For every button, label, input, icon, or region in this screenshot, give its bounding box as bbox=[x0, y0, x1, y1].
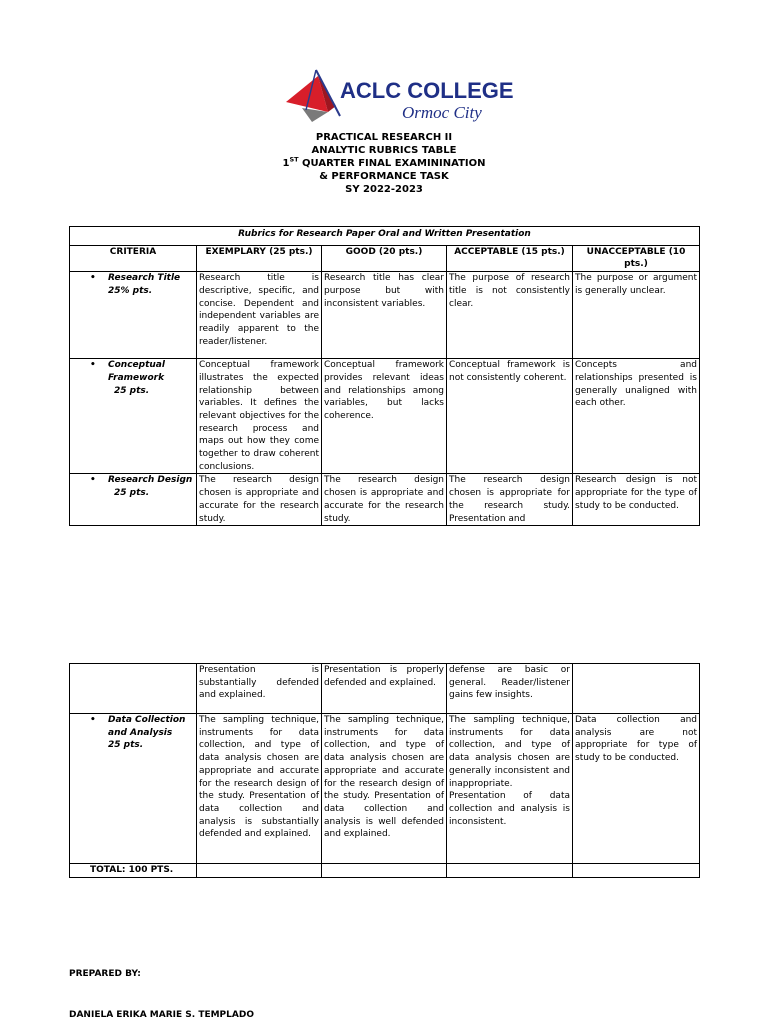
bullet-icon: • bbox=[90, 715, 96, 725]
table-caption: Rubrics for Research Paper Oral and Written Presentation bbox=[70, 227, 700, 246]
table-row bbox=[70, 714, 700, 864]
header-exemplary: EXEMPLARY (25 pts.) bbox=[197, 245, 322, 271]
unacceptable-cell: Research design is not appropriate for the type of study to be conducted. bbox=[573, 474, 700, 526]
unacceptable-cell: The purpose or argument is generally unclear. bbox=[573, 272, 700, 359]
header-unacceptable: UNACCEPTABLE (10 pts.) bbox=[573, 245, 700, 271]
unacceptable-cell: Data collection and analysis are not appropriate for type of study to be conducted. bbox=[573, 714, 700, 864]
heading-quarter-number: 1 bbox=[282, 158, 290, 169]
heading-line-2: ANALYTIC RUBRICS TABLE bbox=[311, 145, 457, 156]
unacceptable-cell: Concepts and relationships presented is generally unaligned with each other. bbox=[573, 359, 700, 474]
criteria-cell bbox=[70, 359, 197, 474]
criteria-cell bbox=[70, 714, 197, 864]
prepared-by-label: PREPARED BY: bbox=[69, 969, 141, 979]
total-unacceptable-cell bbox=[573, 864, 700, 878]
header-acceptable: ACCEPTABLE (15 pts.) bbox=[447, 245, 573, 271]
exemplary-cell: Presentation is substantially defended and explained. bbox=[197, 664, 322, 714]
criteria-cell bbox=[70, 272, 197, 359]
heading-line-4: & PERFORMANCE TASK bbox=[319, 171, 449, 182]
table-row bbox=[70, 272, 700, 359]
criteria-cell bbox=[70, 664, 197, 714]
heading-quarter-text: QUARTER FINAL EXAMININATION bbox=[298, 158, 486, 169]
header-good: GOOD (20 pts.) bbox=[322, 245, 447, 271]
exemplary-cell: Conceptual framework illustrates the expected relationship between variables. It defines the relevant objectives for the research process and maps out how they come together to draw coherent conclusions. bbox=[197, 359, 322, 474]
criteria-label: Research Design bbox=[108, 475, 193, 486]
table-row bbox=[70, 664, 700, 714]
heading-line-5: SY 2022-2023 bbox=[345, 184, 423, 195]
criteria-label: Data Collection and Analysis bbox=[108, 715, 186, 738]
criteria-cell bbox=[70, 474, 197, 526]
bullet-icon: • bbox=[90, 273, 96, 284]
header-criteria: CRITERIA bbox=[70, 245, 197, 271]
signer-name: DANIELA ERIKA MARIE S. TEMPLADO bbox=[69, 1010, 254, 1020]
good-cell: The research design chosen is appropriate and accurate for the research study. bbox=[322, 474, 447, 526]
college-logo bbox=[282, 66, 514, 136]
bullet-icon: • bbox=[90, 360, 96, 371]
rubric-table-continued bbox=[69, 663, 700, 878]
criteria-label: Conceptual Framework bbox=[108, 360, 165, 383]
college-logo-mark bbox=[282, 66, 514, 136]
heading-line-1: PRACTICAL RESEARCH II bbox=[315, 132, 453, 143]
criteria-points: 25 pts. bbox=[108, 740, 144, 751]
acceptable-cell: Conceptual framework is not consistently coherent. bbox=[447, 359, 573, 474]
good-cell: Conceptual framework provides relevant ideas and relationships among variables, but lacks coherence. bbox=[322, 359, 447, 474]
total-label: TOTAL: 100 PTS. bbox=[70, 864, 197, 878]
good-cell: The sampling technique, instruments for data collection, and type of data analysis chosen are appropriate and accurate for the research design of the study. Presentation of data collection and analysis is well defended and explained. bbox=[322, 714, 447, 864]
unacceptable-cell bbox=[573, 664, 700, 714]
acceptable-cell: The purpose of research title is not consistently clear. bbox=[447, 272, 573, 359]
table-row bbox=[70, 359, 700, 474]
criteria-label: Research Title bbox=[108, 273, 181, 284]
acceptable-cell: defense are basic or general. Reader/listener gains few insights. bbox=[447, 664, 573, 714]
exemplary-cell: The research design chosen is appropriate and accurate for the research study. bbox=[197, 474, 322, 526]
bullet-icon: • bbox=[90, 475, 96, 486]
acceptable-cell: The research design chosen is appropriate for the research study. Presentation and bbox=[447, 474, 573, 526]
total-exemplary-cell bbox=[197, 864, 322, 878]
logo-name: ACLC COLLEGE bbox=[340, 78, 514, 103]
acceptable-cell: The sampling technique, instruments for data collection, and type of data analysis chosen are generally inconsistent and inappropriate. Presentation of data collection and analysis is inconsistent. bbox=[447, 714, 573, 864]
total-good-cell bbox=[322, 864, 447, 878]
good-cell: Research title has clear purpose but with inconsistent variables. bbox=[322, 272, 447, 359]
table-header-row bbox=[70, 245, 700, 271]
exemplary-cell: The sampling technique, instruments for data collection, and type of data analysis chosen are appropriate and accurate for the research design of the study. Presentation of data collection and analysis is substantially defended and explained. bbox=[197, 714, 322, 864]
heading-quarter-suffix: ST bbox=[289, 155, 299, 164]
table-caption-row bbox=[70, 227, 700, 246]
table-row bbox=[70, 474, 700, 526]
heading-line-3 bbox=[0, 157, 768, 170]
criteria-points: 25 pts. bbox=[114, 385, 150, 396]
total-acceptable-cell bbox=[447, 864, 573, 878]
good-cell: Presentation is properly defended and explained. bbox=[322, 664, 447, 714]
total-row bbox=[70, 864, 700, 878]
exemplary-cell: Research title is descriptive, specific, and concise. Dependent and independent variables are readily apparent to the reader/listener. bbox=[197, 272, 322, 359]
criteria-points: 25% pts. bbox=[108, 285, 153, 296]
logo-city: Ormoc City bbox=[402, 103, 482, 122]
rubric-table bbox=[69, 226, 700, 526]
document-heading bbox=[0, 131, 768, 196]
criteria-points: 25 pts. bbox=[114, 488, 150, 499]
